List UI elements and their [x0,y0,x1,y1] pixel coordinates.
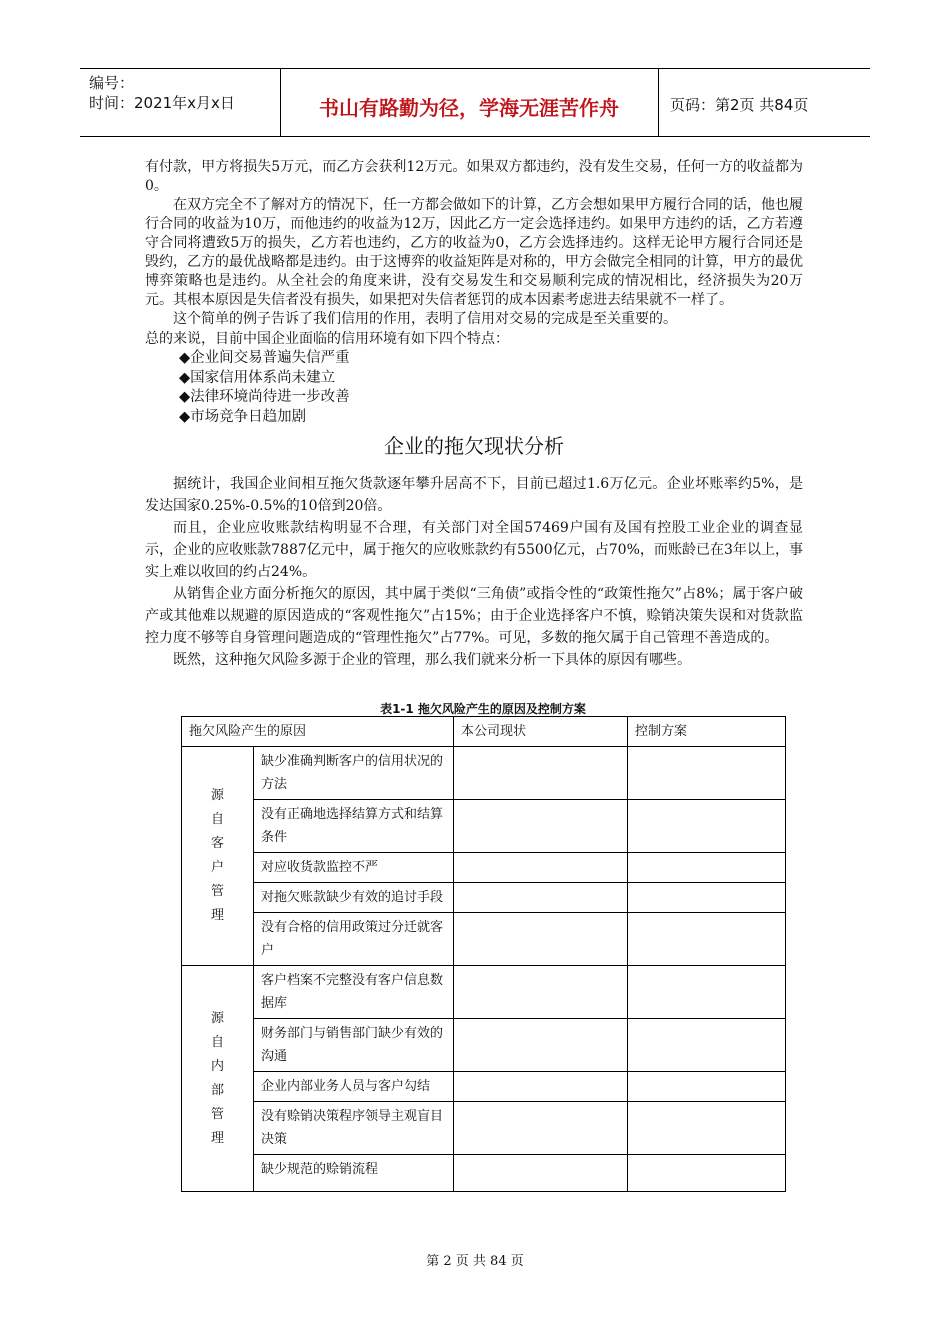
table-caption: 表1-1 拖欠风险产生的原因及控制方案 [380,702,586,716]
status-cell[interactable] [454,1072,628,1102]
group-label-customer [182,747,254,966]
group-char: 源 [210,788,224,803]
paragraph: 有付款，甲方将损失5万元，而乙方会获利12万元。如果双方都违约，没有发生交易，任何一方的收益都为0。 [145,159,803,194]
plan-cell[interactable] [628,1019,786,1072]
plan-cell[interactable] [628,966,786,1019]
table-row [182,883,786,913]
cause-cell: 没有合格的信用政策过分迁就客户 [254,913,454,966]
table-header-row [182,717,786,747]
group-label-internal [182,966,254,1192]
status-cell[interactable] [454,1102,628,1155]
list-item: ◆企业间交易普遍失信严重 [179,350,350,366]
plan-cell[interactable] [628,883,786,913]
status-cell[interactable] [454,853,628,883]
plan-cell[interactable] [628,913,786,966]
header-motto: 书山有路勤为径，学海无涯苦作舟 [319,96,619,120]
document-body [145,158,803,671]
group-char: 内 [210,1058,224,1074]
doc-code-label: 编号： [89,74,135,92]
cause-cell: 客户档案不完整没有客户信息数据库 [254,966,454,1019]
group-char: 理 [210,1130,224,1146]
column-header: 本公司现状 [454,717,628,747]
paragraph: 从销售企业方面分析拖欠的原因，其中属于类似“三角债”或指令性的“政策性拖欠”占8%；属于客户破产或其他难以规避的原因造成的“客观性拖欠”占15%；由于企业选择客户不慎，赊销决策失误和对货款监控力度不够等自身管理问题造成的“管理性拖欠”占77%。可见，多数的拖欠属于自己管理不善造成的。 [145,586,803,646]
cause-cell: 没有正确地选择结算方式和结算条件 [254,800,454,853]
status-cell[interactable] [454,1155,628,1192]
header-divider [658,69,659,136]
cause-cell: 缺少准确判断客户的信用状况的方法 [254,747,454,800]
plan-cell[interactable] [628,747,786,800]
status-cell[interactable] [454,800,628,853]
group-char: 客 [210,836,224,851]
header-meta [89,73,235,113]
status-cell[interactable] [454,913,628,966]
section-title: 企业的拖欠现状分析 [384,434,564,458]
group-char: 自 [210,1034,224,1050]
table-row [182,747,786,800]
table-row [182,853,786,883]
group-char: 户 [210,860,224,875]
group-char: 管 [210,1106,224,1122]
column-header: 控制方案 [628,717,786,747]
table-row [182,1019,786,1072]
cause-cell: 企业内部业务人员与客户勾结 [254,1072,454,1102]
list-item: ◆国家信用体系尚未建立 [179,369,336,386]
header-page-number: 页码：第2页 共84页 [670,96,809,114]
cause-cell: 财务部门与销售部门缺少有效的沟通 [254,1019,454,1072]
paragraph: 而且，企业应收账款结构明显不合理，有关部门对全国57469户国有及国有控股工业企业的调查显示，企业的应收账款7887亿元中，属于拖欠的应收账款约有5500亿元，占70%，而账龄已在3年以上，事实上难以收回的约占24%。 [145,520,803,580]
paragraph: 据统计，我国企业间相互拖欠货款逐年攀升居高不下，目前已超过1.6万亿元。企业坏账率约5%，是发达国家0.25%-0.5%的10倍到20倍。 [145,476,803,514]
table-row [182,1155,786,1192]
risk-table [181,716,786,1192]
status-cell[interactable] [454,883,628,913]
plan-cell[interactable] [628,1072,786,1102]
table-row [182,800,786,853]
status-cell[interactable] [454,747,628,800]
paragraph: 既然，这种拖欠风险多源于企业的管理，那么我们就来分析一下具体的原因有哪些。 [173,652,691,668]
group-char: 管 [210,884,224,899]
paragraph: 这个简单的例子告诉了我们信用的作用，表明了信用对交易的完成是至关重要的。 [173,311,677,327]
plan-cell[interactable] [628,853,786,883]
doc-time-label: 时间：2021年x月x日 [89,94,235,112]
column-header: 拖欠风险产生的原因 [182,717,454,747]
group-char: 理 [210,908,224,923]
bullet-list [145,349,803,427]
status-cell[interactable] [454,966,628,1019]
plan-cell[interactable] [628,1102,786,1155]
group-char: 源 [210,1010,224,1026]
cause-cell: 对拖欠账款缺少有效的追讨手段 [254,883,454,913]
table-row [182,1102,786,1155]
plan-cell[interactable] [628,800,786,853]
group-char: 自 [210,812,224,827]
table-row [182,966,786,1019]
paragraph: 在双方完全不了解对方的情况下，任一方都会做如下的计算，乙方会想如果甲方履行合同的话，他也履行合同的收益为10万，而他违约的收益为12万，因此乙方一定会选择违约。如果甲方违约的话，乙方若遵守合同将遭致5万的损失，乙方若也违约，乙方的收益为0，乙方会选择违约。这样无论甲方履行合同还是毁约，乙方的最优战略都是违约。由于这博弈的收益矩阵是对称的，甲方会做完全相同的计算，甲方的最优博弈策略也是违约。从全社会的角度来讲，没有交易发生和交易顺利完成的情况相比，经济损失为20万元。其根本原因是失信者没有损失，如果把对失信者惩罚的成本因素考虑进去结果就不一样了。 [145,197,803,308]
cause-cell: 没有赊销决策程序领导主观盲目决策 [254,1102,454,1155]
list-item: ◆法律环境尚待进一步改善 [179,389,350,405]
cause-cell: 对应收货款监控不严 [254,853,454,883]
paragraph: 总的来说，目前中国企业面临的信用环境有如下四个特点： [145,331,509,347]
group-char: 部 [210,1082,224,1098]
page-footer: 第 2 页 共 84 页 [426,1254,524,1269]
table-row [182,913,786,966]
plan-cell[interactable] [628,1155,786,1192]
status-cell[interactable] [454,1019,628,1072]
page-header [80,68,870,137]
list-item: ◆市场竞争日趋加剧 [179,408,307,425]
table-row [182,1072,786,1102]
cause-cell: 缺少规范的赊销流程 [254,1155,454,1192]
